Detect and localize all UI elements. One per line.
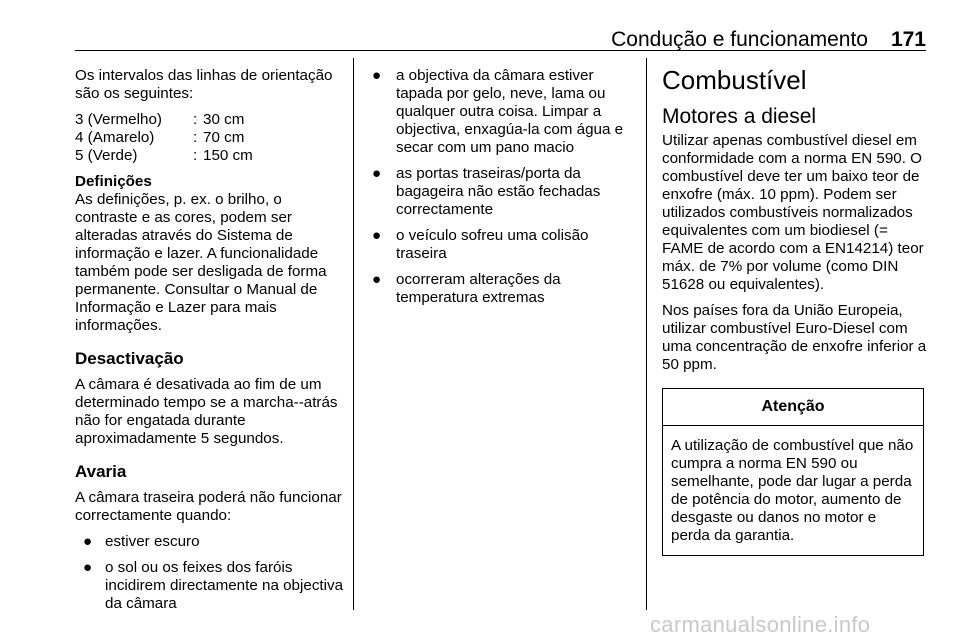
list-item: [372, 165, 634, 219]
diesel-subtitle: Motores a diesel: [662, 105, 817, 128]
interval-row: [75, 147, 345, 165]
fuel-title: Combustível: [662, 65, 807, 95]
interval-value: 70 cm: [203, 129, 245, 146]
column-right: [662, 67, 930, 556]
interval-label: 4 (Amarelo): [75, 129, 155, 146]
interval-label: 3 (Vermelho): [75, 111, 162, 128]
fault-list-continued: [372, 67, 634, 307]
fault-text: A câmara traseira poderá não funcionar correctamente quando:: [75, 489, 342, 524]
list-item-text: as portas traseiras/porta da bagageira não estão fechadas correctamente: [396, 165, 601, 218]
interval-sep: :: [193, 129, 198, 146]
interval-row: [75, 129, 345, 147]
bullet-icon: ●: [83, 533, 93, 550]
bullet-icon: ●: [372, 165, 382, 182]
interval-sep: :: [193, 147, 198, 164]
definitions-heading: Definições: [75, 173, 152, 190]
fault-list: [75, 533, 345, 613]
definitions-text: As definições, p. ex. o brilho, o contraste e as cores, podem ser alteradas através do Sistema de informação e lazer. A funcionalidade também pode ser desligada de forma permanente. Consultar o Manual de Informação e Lazer para mais informações.: [75, 191, 327, 334]
deactivation-heading: Desactivação: [75, 349, 184, 368]
section-title: Condução e funcionamento: [611, 28, 868, 51]
list-item-text: ocorreram alterações da temperatura extremas: [396, 271, 561, 306]
interval-sep: :: [193, 111, 198, 128]
list-item: [75, 533, 345, 551]
list-item: [372, 67, 634, 157]
column-divider: [353, 58, 354, 610]
column-left: [75, 67, 345, 621]
interval-value: 150 cm: [203, 147, 253, 164]
list-item-text: a objectiva da câmara estiver tapada por gelo, neve, lama ou qualquer outra coisa. Limpar a objectiva, enxagúa-la com água e secar com um pano macio: [396, 67, 624, 156]
bullet-icon: ●: [372, 271, 382, 288]
page-number: 171: [890, 28, 926, 51]
list-item-text: estiver escuro: [105, 533, 200, 550]
bullet-icon: ●: [83, 559, 93, 576]
list-item: [75, 559, 345, 613]
list-item: [372, 271, 634, 307]
column-middle: [372, 67, 634, 315]
list-item-text: o sol ou os feixes dos faróis incidirem directamente na objectiva da câmara: [105, 559, 344, 612]
intervals-table: [75, 111, 345, 165]
list-item: [372, 227, 634, 263]
list-item-text: o veículo sofreu uma colisão traseira: [396, 227, 589, 262]
interval-value: 30 cm: [203, 111, 245, 128]
fault-heading: Avaria: [75, 462, 127, 481]
diesel-para-1: Utilizar apenas combustível diesel em conformidade com a norma EN 590. O combustível deve ter um baixo teor de enxofre (máx. 10 ppm). Podem ser utilizados combustíveis normalizados equivalentes com um biodiesel (= FAME de acordo com a EN14214) teor máx. de 7% por volume (como DIN 51628 ou equivalentes).: [662, 132, 924, 293]
page-header: [75, 22, 926, 51]
column-divider: [646, 58, 647, 610]
diesel-para-2: Nos países fora da União Europeia, utilizar combustível Euro-Diesel com uma concentração de enxofre inferior a 50 ppm.: [662, 302, 927, 373]
watermark: carmanualsonline.info: [650, 612, 871, 637]
intervals-intro: Os intervalos das linhas de orientação são os seguintes:: [75, 67, 333, 102]
interval-label: 5 (Verde): [75, 147, 138, 164]
bullet-icon: ●: [372, 227, 382, 244]
warning-title: Atenção: [663, 389, 923, 426]
interval-row: [75, 111, 345, 129]
deactivation-text: A câmara é desativada ao fim de um determinado tempo se a marcha--atrás não for engatada durante aproximadamente 5 segundos.: [75, 376, 338, 447]
warning-text: A utilização de combustível que não cumpra a norma EN 590 ou semelhante, pode dar lugar a perda de potência do motor, aumento de desgaste ou danos no motor e perda da garantia.: [671, 437, 914, 544]
warning-box: [662, 388, 924, 556]
bullet-icon: ●: [372, 67, 382, 84]
